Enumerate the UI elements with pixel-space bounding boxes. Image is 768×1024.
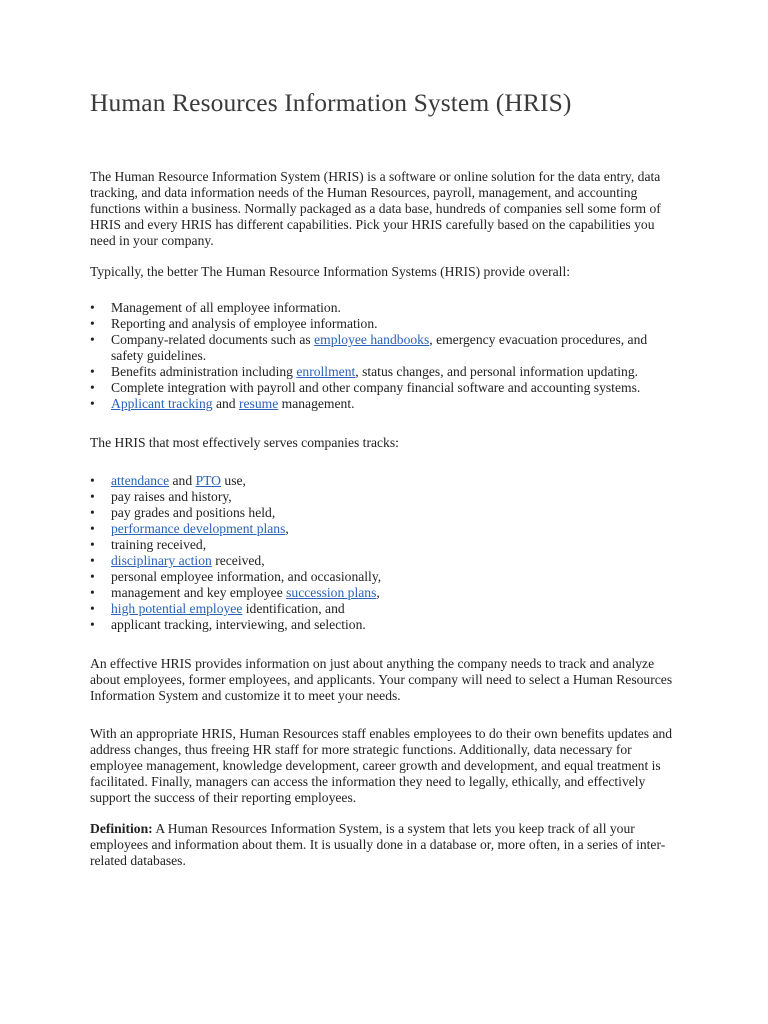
list-item — [90, 505, 682, 521]
document-body — [90, 169, 682, 869]
list-item-text: received, — [211, 553, 265, 568]
effective-paragraph: An effective HRIS provides information on just about anything the company needs to track and analyze about employees, former employees, and applicants. Your company will need to select a Human Resources Information System and customize it to meet your needs. — [90, 656, 673, 703]
employee-handbooks-link[interactable]: employee handbooks — [314, 332, 430, 347]
list-item — [90, 553, 682, 569]
tracks-list — [90, 473, 682, 633]
list-item — [90, 300, 682, 316]
intro-paragraph: The Human Resource Information System (HRIS) is a software or online solution for the data entry, data tracking, and data information needs of the Human Resources, payroll, management, and accounting functions within a business. Normally packaged as a data base, hundreds of companies sell some form of HRIS and every HRIS has different capabilities. Pick your HRIS carefully based on the capabilities you need in your company. — [90, 169, 661, 248]
list-item-text: Complete integration with payroll and other company financial software and accounting systems. — [111, 380, 641, 395]
list-item — [90, 585, 682, 601]
list-item-text: Company-related documents such as — [111, 332, 315, 347]
performance-development-plans-link[interactable]: performance development plans — [111, 521, 286, 536]
list-item-text: training received, — [111, 537, 207, 552]
list-item-text: , status changes, and personal information updating. — [355, 364, 639, 379]
list-item — [90, 521, 682, 537]
list-item-text: personal employee information, and occasionally, — [111, 569, 382, 584]
applicant-tracking-link[interactable]: Applicant tracking — [111, 396, 213, 411]
list-item-text: management. — [278, 396, 355, 411]
list-item-text: , — [376, 585, 380, 600]
pto-link[interactable]: PTO — [195, 473, 221, 488]
list-item — [90, 396, 682, 412]
capabilities-list — [90, 300, 682, 412]
typically-paragraph: Typically, the better The Human Resource Information Systems (HRIS) provide overall: — [90, 264, 570, 279]
list-item-text: , emergency evacuation procedures, and safety guidelines. — [111, 332, 648, 363]
list-item-text: pay raises and history, — [111, 489, 232, 504]
list-item-text: Reporting and analysis of employee information. — [111, 316, 378, 331]
list-item-text: , — [285, 521, 289, 536]
list-item-text: identification, and — [242, 601, 345, 616]
disciplinary-action-link[interactable]: disciplinary action — [111, 553, 212, 568]
list-item — [90, 380, 682, 396]
list-item-text: management and key employee — [111, 585, 287, 600]
list-item-text: pay grades and positions held, — [111, 505, 276, 520]
list-item — [90, 601, 682, 617]
enrollment-link[interactable]: enrollment — [296, 364, 356, 379]
list-item — [90, 537, 682, 553]
list-item — [90, 364, 682, 380]
list-item — [90, 332, 682, 364]
list-item-text: and — [169, 473, 196, 488]
list-item — [90, 617, 682, 633]
list-item-text: and — [212, 396, 239, 411]
tracks-intro-paragraph: The HRIS that most effectively serves companies tracks: — [90, 435, 399, 450]
list-item-text: Management of all employee information. — [111, 300, 341, 315]
definition-paragraph — [90, 821, 682, 869]
page-title: Human Resources Information System (HRIS) — [90, 88, 572, 117]
high-potential-employee-link[interactable]: high potential employee — [111, 601, 243, 616]
list-item-text: use, — [221, 473, 246, 488]
definition-label: Definition: — [90, 821, 153, 836]
resume-link[interactable]: resume — [238, 396, 279, 411]
list-item — [90, 473, 682, 489]
list-item — [90, 489, 682, 505]
list-item — [90, 569, 682, 585]
succession-plans-link[interactable]: succession plans — [286, 585, 377, 600]
appropriate-paragraph: With an appropriate HRIS, Human Resources staff enables employees to do their own benefits updates and address changes, thus freeing HR staff for more strategic functions. Additionally, data necessary for employee management, knowledge development, career growth and development, and equal treatment is facilitated. Finally, managers can access the information they need to legally, ethically, and effectively support the success of their reporting employees. — [90, 726, 673, 805]
list-item-text: Benefits administration including — [111, 364, 297, 379]
list-item — [90, 316, 682, 332]
attendance-link[interactable]: attendance — [111, 473, 170, 488]
definition-text: A Human Resources Information System, is a system that lets you keep track of all your employees and information about them. It is usually done in a database or, more often, in a series of inter-related databases. — [90, 821, 666, 868]
list-item-text: applicant tracking, interviewing, and selection. — [111, 617, 366, 632]
